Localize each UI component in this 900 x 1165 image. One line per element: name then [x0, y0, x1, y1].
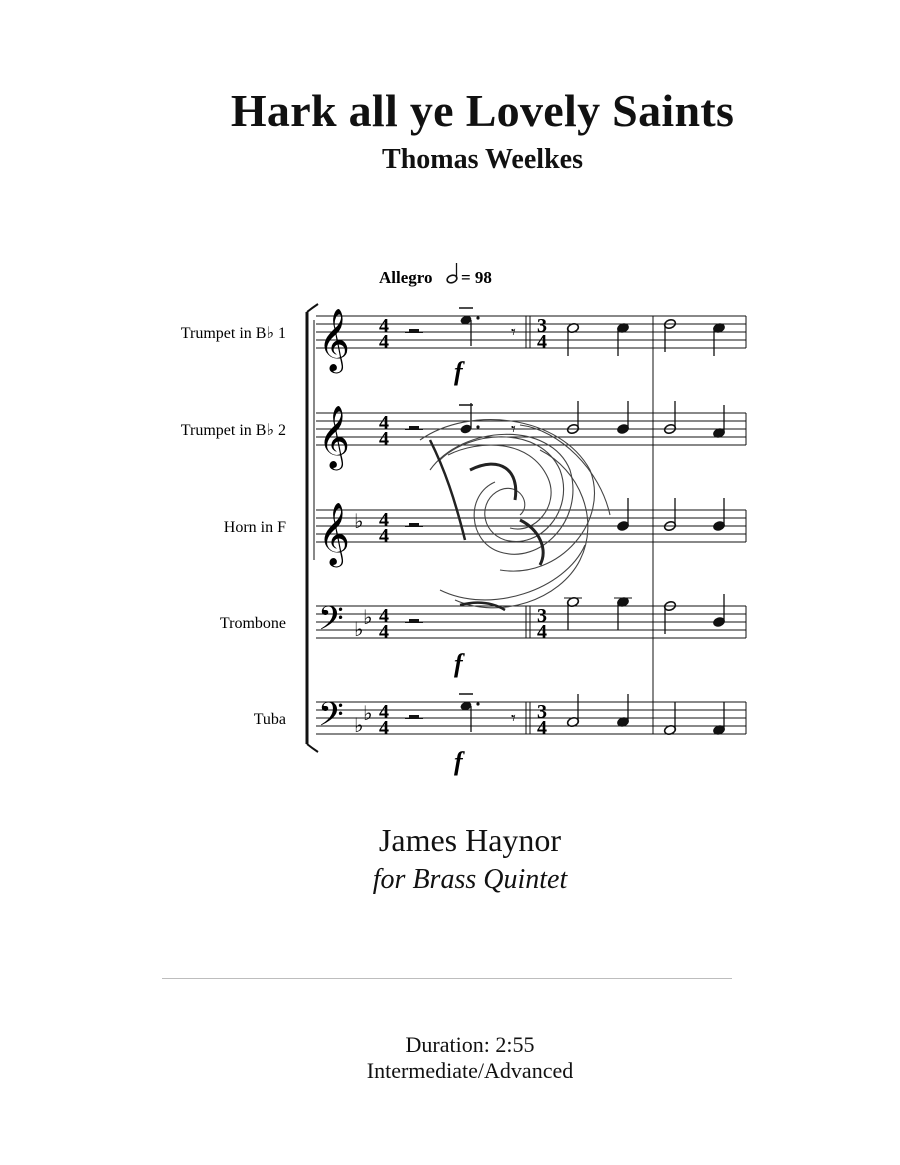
time-signature: 4: [379, 525, 389, 547]
flat-icon: ♭: [363, 607, 373, 629]
tempo-text: Allegro: [379, 268, 433, 287]
time-signature: 4: [537, 621, 547, 643]
staff: [181, 401, 746, 471]
time-signature: 4: [379, 717, 389, 739]
time-signature: 4: [379, 621, 389, 643]
composer-name: Thomas Weelkes: [382, 144, 583, 175]
instrument-label: Tuba: [253, 711, 286, 728]
time-signature: 4: [537, 331, 547, 353]
divider-line: [162, 978, 732, 979]
treble-clef-icon: 𝄞: [318, 504, 350, 564]
dynamic-forte: f: [454, 649, 463, 678]
swirl-artifact: [420, 420, 610, 610]
treble-clef-icon: 𝄞: [318, 310, 350, 370]
flat-icon: ♭: [363, 703, 373, 725]
staff: [181, 308, 746, 374]
bass-clef-icon: 𝄢: [318, 696, 344, 741]
instrument-label: Horn in F: [223, 519, 286, 536]
rest-icon: 𝄾: [511, 419, 516, 439]
time-signature: 4: [379, 509, 389, 531]
treble-clef-icon: 𝄞: [318, 407, 350, 467]
system-bracket: [307, 304, 318, 752]
instrument-label: Trumpet in B♭ 2: [180, 422, 286, 439]
score-title: Hark all ye Lovely Saints: [230, 85, 735, 136]
time-signature: 4: [379, 701, 389, 723]
time-signature: 3: [537, 315, 547, 337]
flat-icon: ♭: [354, 715, 364, 737]
time-signature: 3: [537, 701, 547, 723]
staves: [181, 308, 746, 741]
bass-clef-icon: 𝄢: [318, 600, 344, 645]
time-signature: 4: [537, 717, 547, 739]
flat-icon: ♭: [354, 511, 364, 533]
staff: [254, 694, 746, 741]
rest-icon: 𝄾: [511, 322, 516, 342]
flat-icon: ♭: [354, 619, 364, 641]
duration-text: Duration: 2:55: [405, 1032, 535, 1057]
tempo-value: = 98: [461, 268, 492, 287]
arranger-name: James Haynor: [378, 822, 562, 858]
instrument-label: Trombone: [219, 615, 286, 632]
half-note-icon: [446, 263, 458, 284]
time-signature: 4: [379, 412, 389, 434]
dynamic-forte: f: [454, 357, 463, 386]
time-signature: 4: [379, 605, 389, 627]
instrument-label: Trumpet in B♭ 1: [180, 325, 286, 342]
difficulty-level: Intermediate/Advanced: [366, 1058, 574, 1083]
rest-icon: 𝄾: [511, 708, 516, 728]
time-signature: 3: [537, 605, 547, 627]
time-signature: 4: [379, 315, 389, 337]
dynamic-forte: f: [454, 747, 463, 776]
ensemble-label: for Brass Quintet: [372, 864, 568, 895]
time-signature: 4: [379, 331, 389, 353]
time-signature: 4: [379, 428, 389, 450]
